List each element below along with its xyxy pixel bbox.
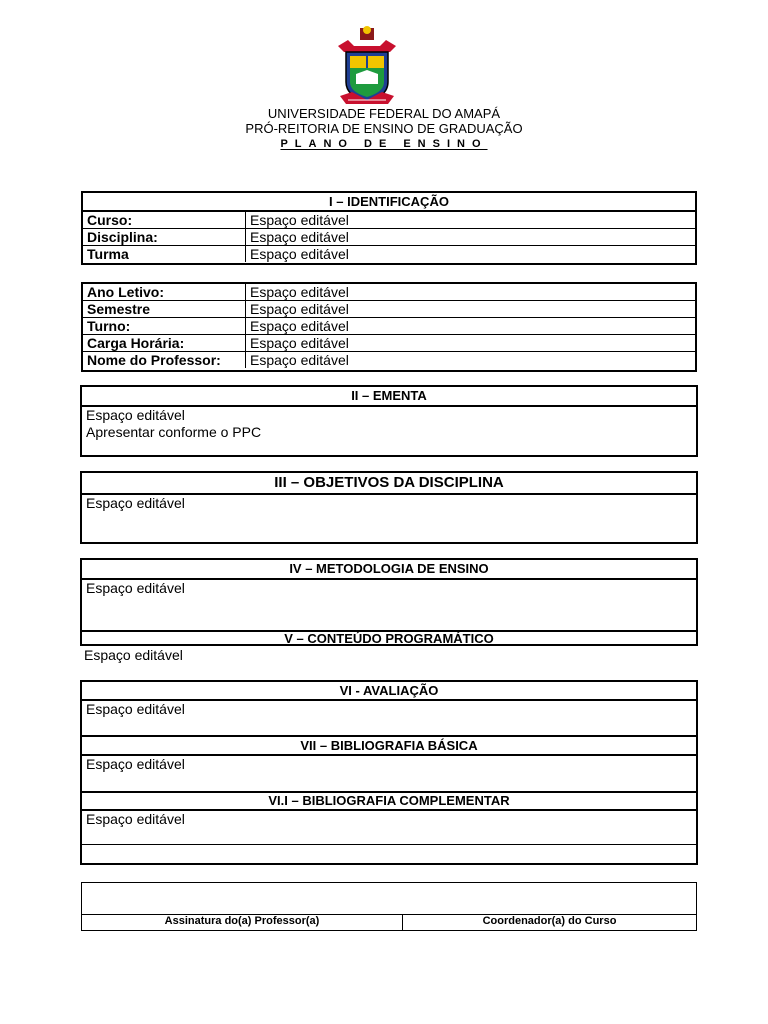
field-label: Disciplina: [83, 229, 246, 246]
conteudo-title: V – CONTEÚDO PROGRAMÁTICO [284, 631, 494, 646]
prorectory-name: PRÓ-REITORIA DE ENSINO DE GRADUAÇÃO [245, 121, 523, 136]
avaliacao-field[interactable]: Espaço editável [82, 701, 696, 737]
field-label: Turno: [83, 318, 246, 335]
signature-section [81, 882, 697, 931]
semestre-field[interactable]: Espaço editável [246, 301, 696, 318]
document-title-text: PLANO DE ENSINO [280, 138, 488, 150]
bibliografia-complementar-title: VI.I – BIBLIOGRAFIA COMPLEMENTAR [82, 793, 696, 811]
identification-details [81, 282, 697, 372]
professor-signature-label: Assinatura do(a) Professor(a) [164, 915, 320, 927]
table-row [83, 246, 695, 263]
ementa-section [80, 385, 698, 457]
ementa-line-2: Apresentar conforme o PPC [86, 424, 262, 440]
signature-area[interactable] [82, 883, 696, 915]
table-row [83, 284, 695, 301]
ementa-field[interactable] [82, 407, 696, 441]
identification-section [81, 191, 697, 265]
table-row [83, 229, 695, 246]
ementa-title: II – EMENTA [82, 387, 696, 407]
identification-table-1 [83, 212, 695, 262]
professor-name-field[interactable]: Espaço editável [246, 352, 696, 369]
objetivos-field[interactable]: Espaço editável [86, 495, 185, 511]
university-crest-logo [334, 24, 400, 106]
turma-field[interactable]: Espaço editável [246, 246, 696, 263]
document-title [0, 136, 768, 152]
field-label: Turma [83, 246, 246, 263]
field-label: Carga Horária: [83, 335, 246, 352]
table-row [83, 335, 695, 352]
field-label: Ano Letivo: [83, 284, 246, 301]
ano-letivo-field[interactable]: Espaço editável [246, 284, 696, 301]
avaliacao-title: VI - AVALIAÇÃO [82, 682, 696, 701]
metodologia-section [80, 558, 698, 646]
bibliografia-complementar-field[interactable]: Espaço editável [82, 811, 696, 845]
table-row [83, 352, 695, 369]
disciplina-field[interactable]: Espaço editável [246, 229, 696, 246]
metodologia-title: IV – METODOLOGIA DE ENSINO [82, 560, 696, 580]
coordinator-signature-label: Coordenador(a) do Curso [482, 915, 617, 927]
carga-horaria-field[interactable]: Espaço editável [246, 335, 696, 352]
identification-title: I – IDENTIFICAÇÃO [83, 193, 695, 212]
bibliografia-basica-title: VII – BIBLIOGRAFIA BÁSICA [82, 737, 696, 756]
metodologia-field[interactable]: Espaço editável [82, 580, 696, 632]
identification-table-2 [83, 284, 695, 368]
table-row [83, 301, 695, 318]
evaluation-bibliography-section [80, 680, 698, 865]
objetivos-title: III – OBJETIVOS DA DISCIPLINA [82, 473, 696, 495]
conteudo-field[interactable]: Espaço editável [84, 647, 183, 663]
objetivos-section [80, 471, 698, 544]
turno-field[interactable]: Espaço editável [246, 318, 696, 335]
field-label: Curso: [83, 212, 246, 229]
bibliografia-basica-field[interactable]: Espaço editável [82, 756, 696, 793]
table-row [83, 212, 695, 229]
curso-field[interactable]: Espaço editável [246, 212, 696, 229]
table-row [83, 318, 695, 335]
ementa-line-1: Espaço editável [86, 407, 185, 423]
field-label: Semestre [83, 301, 246, 318]
university-name: UNIVERSIDADE FEDERAL DO AMAPÁ [267, 106, 501, 121]
field-label: Nome do Professor: [83, 352, 246, 369]
